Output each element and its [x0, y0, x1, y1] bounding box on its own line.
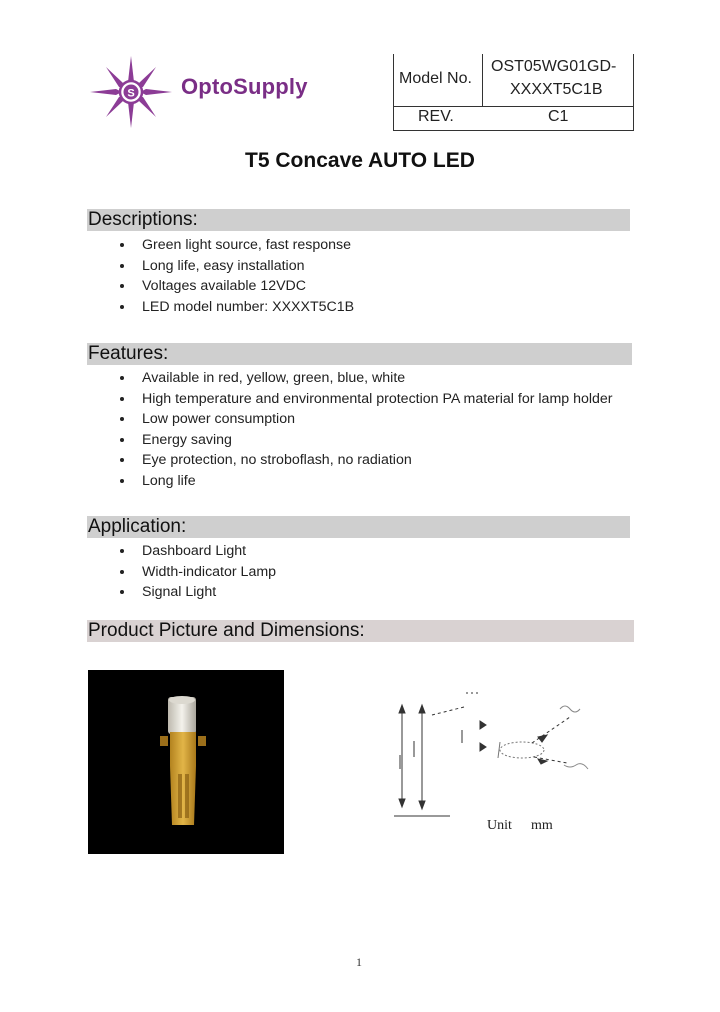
- bullet-icon: [120, 458, 124, 462]
- unit-value: mm: [531, 818, 553, 833]
- dimension-diagram-icon: [392, 685, 612, 835]
- features-heading: Features:: [87, 343, 632, 365]
- model-number-value-line2: XXXXT5C1B: [510, 81, 603, 98]
- bullet-icon: [120, 376, 124, 380]
- bullet-icon: [120, 417, 124, 421]
- model-info-table: [393, 54, 634, 131]
- page-number: 1: [356, 955, 362, 969]
- revision-label: REV.: [418, 108, 454, 125]
- bullet-icon: [120, 549, 124, 553]
- bullet-icon: [120, 397, 124, 401]
- dimension-drawing: [392, 685, 612, 835]
- model-number-label: Model No.: [399, 70, 472, 87]
- descriptions-heading: Descriptions:: [87, 209, 630, 231]
- bullet-icon: [120, 590, 124, 594]
- svg-text:S: S: [127, 87, 135, 100]
- led-bulb-image: [88, 670, 284, 854]
- logo-wordmark: OptoSupply: [181, 74, 308, 99]
- application-heading: Application:: [87, 516, 630, 538]
- bullet-icon: [120, 243, 124, 247]
- bullet-icon: [120, 570, 124, 574]
- bullet-icon: [120, 305, 124, 309]
- product-heading: Product Picture and Dimensions:: [87, 620, 634, 642]
- bullet-icon: [120, 284, 124, 288]
- unit-label: Unit: [487, 818, 512, 833]
- product-photo: [88, 670, 284, 854]
- bullet-icon: [120, 438, 124, 442]
- document-title: T5 Concave AUTO LED: [245, 149, 475, 172]
- bullet-icon: [120, 264, 124, 268]
- model-number-value-line1: OST05WG01GD-: [491, 58, 617, 75]
- bullet-icon: [120, 479, 124, 483]
- revision-value: C1: [548, 108, 569, 125]
